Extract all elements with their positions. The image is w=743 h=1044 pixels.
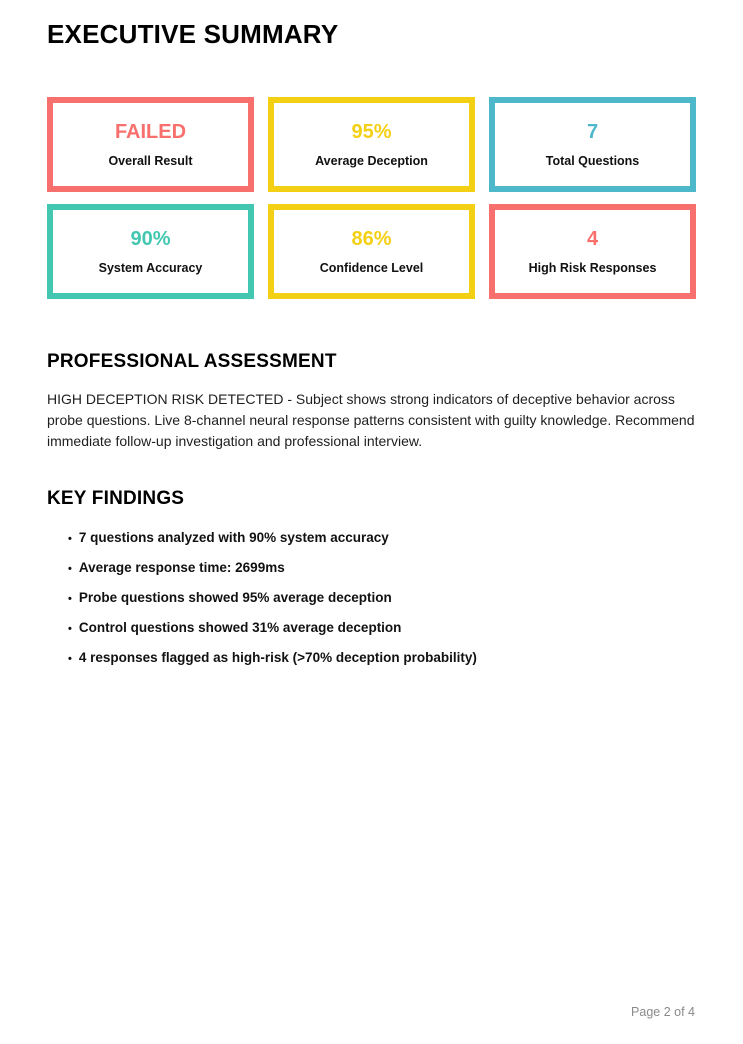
- list-item: [68, 591, 696, 606]
- stat-card-high-risk-responses: [489, 204, 696, 299]
- stat-value: 95%: [351, 120, 392, 143]
- list-item: [68, 651, 696, 666]
- key-findings-list: [47, 531, 696, 666]
- stat-card-total-questions: [489, 97, 696, 192]
- stat-card-average-deception: [268, 97, 475, 192]
- stat-label: Average Deception: [315, 153, 428, 168]
- stat-card-confidence-level: [268, 204, 475, 299]
- bullet-icon: •: [68, 563, 72, 575]
- stat-card-system-accuracy: [47, 204, 254, 299]
- stat-value: 4: [586, 227, 599, 250]
- professional-assessment-heading: PROFESSIONAL ASSESSMENT: [47, 351, 337, 372]
- stat-label: Overall Result: [108, 153, 193, 168]
- finding-text: Probe questions showed 95% average deception: [78, 590, 392, 605]
- finding-text: Average response time: 2699ms: [78, 560, 285, 575]
- page-number: Page 2 of 4: [631, 1005, 695, 1019]
- key-findings-heading: KEY FINDINGS: [47, 488, 185, 509]
- finding-text: Control questions showed 31% average deception: [78, 620, 402, 635]
- page-title: EXECUTIVE SUMMARY: [47, 19, 339, 49]
- stat-value: 90%: [130, 227, 171, 250]
- finding-text: 4 responses flagged as high-risk (>70% deception probability): [78, 650, 477, 665]
- stat-label: High Risk Responses: [528, 260, 657, 275]
- bullet-icon: •: [68, 653, 72, 665]
- bullet-icon: •: [68, 533, 72, 545]
- stat-value: 86%: [351, 227, 392, 250]
- finding-text: 7 questions analyzed with 90% system accuracy: [78, 530, 389, 545]
- stat-value: 7: [586, 120, 599, 143]
- bullet-icon: •: [68, 593, 72, 605]
- professional-assessment-body: HIGH DECEPTION RISK DETECTED - Subject shows strong indicators of deceptive behavior across probe questions. Live 8-channel neural response patterns consistent with guilty knowledge. Recommend immediate follow-up investigation and professional interview.: [47, 391, 695, 449]
- stat-label: Total Questions: [545, 153, 640, 168]
- list-item: [68, 561, 696, 576]
- stat-card-overall-result: [47, 97, 254, 192]
- list-item: [68, 531, 696, 546]
- stat-label: Confidence Level: [319, 260, 424, 275]
- bullet-icon: •: [68, 623, 72, 635]
- list-item: [68, 621, 696, 636]
- stat-value: FAILED: [114, 120, 187, 143]
- stat-label: System Accuracy: [98, 260, 203, 275]
- summary-stat-cards: [47, 97, 696, 299]
